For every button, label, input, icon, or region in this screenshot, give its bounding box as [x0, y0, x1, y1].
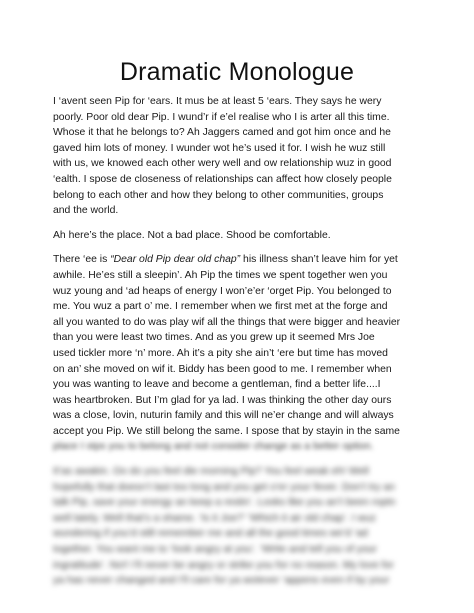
text-line: than you were least two times. And as you grew up it seemed Mrs Joe	[53, 332, 375, 344]
text-line: belong to each other and how they belong to other communities, groups	[53, 189, 384, 201]
blurred-text-line: It’as awakin. Oo do you feel die morning Pip? You feel weak eh! Well	[53, 466, 369, 478]
text-line: all you wanted to do was play wif all the things that were bigger and heavier	[53, 316, 401, 328]
text-line: I ‘avent seen Pip for ‘ears. It mus be at least 5 ‘ears. They says he wery	[53, 96, 382, 107]
italic-quote: “Dear old Pip dear old chap”	[110, 254, 241, 266]
blurred-text-line: wundering if you’d still remember me and all the good times we’d ‘ad	[53, 528, 368, 540]
text-line: accept you Pip. We still belong the same. I spose that by stayin in the same	[53, 425, 400, 437]
text-line: gaved him lots of money. I wunder wot he’s used it for. I wish he wuz still	[53, 142, 386, 154]
blurred-text-line: place I stps you to belong and not consider change as a better option.	[53, 441, 374, 453]
paragraph-3	[53, 252, 433, 455]
blurred-text-line: together. You want me to ‘look angry at you’. ‘Write and tell you of your	[53, 544, 377, 556]
blurred-text-line: ingratitude’. No!! I’ll never be angry or strike you for no reason. My love for	[53, 559, 394, 571]
line-prefix: There ‘ee is	[53, 254, 111, 266]
text-line: with us, we knowed each other wery well and ow relationship wuz in good	[53, 158, 392, 170]
text-line: on an’ she moved on wif it. Biddy has been good to me. I remember when	[53, 363, 392, 375]
blurred-text-line: hopefully that doesn’t last too long and you get o’er your fever. Don’t try an	[53, 481, 395, 493]
document-title: Dramatic Monologue	[119, 58, 355, 86]
document-body	[53, 94, 433, 598]
text-line: poorly. Poor old dear Pip. I wund’r if e’el realise who I is arter all this time.	[53, 111, 390, 123]
text-line: me. You wuz a part o’ me. I remember when we first met at the forge and	[53, 301, 388, 313]
text-line: was heartbroken. But I’m glad for ya lad. I was thinking the other day ours	[53, 394, 392, 406]
text-line: you was wanting to leave and become a gentleman, find a better life....I	[53, 379, 381, 391]
text-line: Whose it that he belongs to? Ah Jaggers camed and got him once and he	[53, 127, 391, 139]
text-line: and the world.	[53, 205, 119, 217]
text-line: was a close, lovin, nuturin family and this will ne’er change and will always	[53, 410, 394, 422]
blurred-text-line: talk Pip, save your energy an keep a restin’. Looks like you an’t been roptn	[53, 497, 396, 509]
paragraph-4-blurred	[53, 464, 433, 589]
paragraph-1	[53, 94, 433, 219]
text-line: wuz young and ‘ad heaps of energy I won’e’er ‘orget Pip. You belonged to	[53, 285, 392, 297]
paragraph-2	[53, 228, 433, 244]
text-line: ‘ealth. I spose de closeness of relationships can affect how closely people	[53, 173, 392, 185]
text-line: used tickler more ‘n’ more. Ah it’s a pity she ain’t ‘ere but time has moved	[53, 347, 388, 359]
text-line-first	[53, 252, 433, 268]
line-suffix: his illness shan’t leave him for yet	[240, 254, 398, 266]
text-line: awhile. He’es still a sleepin’. Ah Pip the times we spent together wen you	[53, 269, 388, 281]
blurred-text-line: well lately. Well that’s a shame. ‘Is it Joe?’ ‘Which it air old chap’. I wuz	[53, 512, 377, 524]
blurred-text-line: ya has never changed and I’ll care for ya wotever ‘appens even if by your	[53, 575, 390, 587]
text-line: Ah here’s the place. Not a bad place. Shood be comfortable.	[53, 229, 331, 241]
